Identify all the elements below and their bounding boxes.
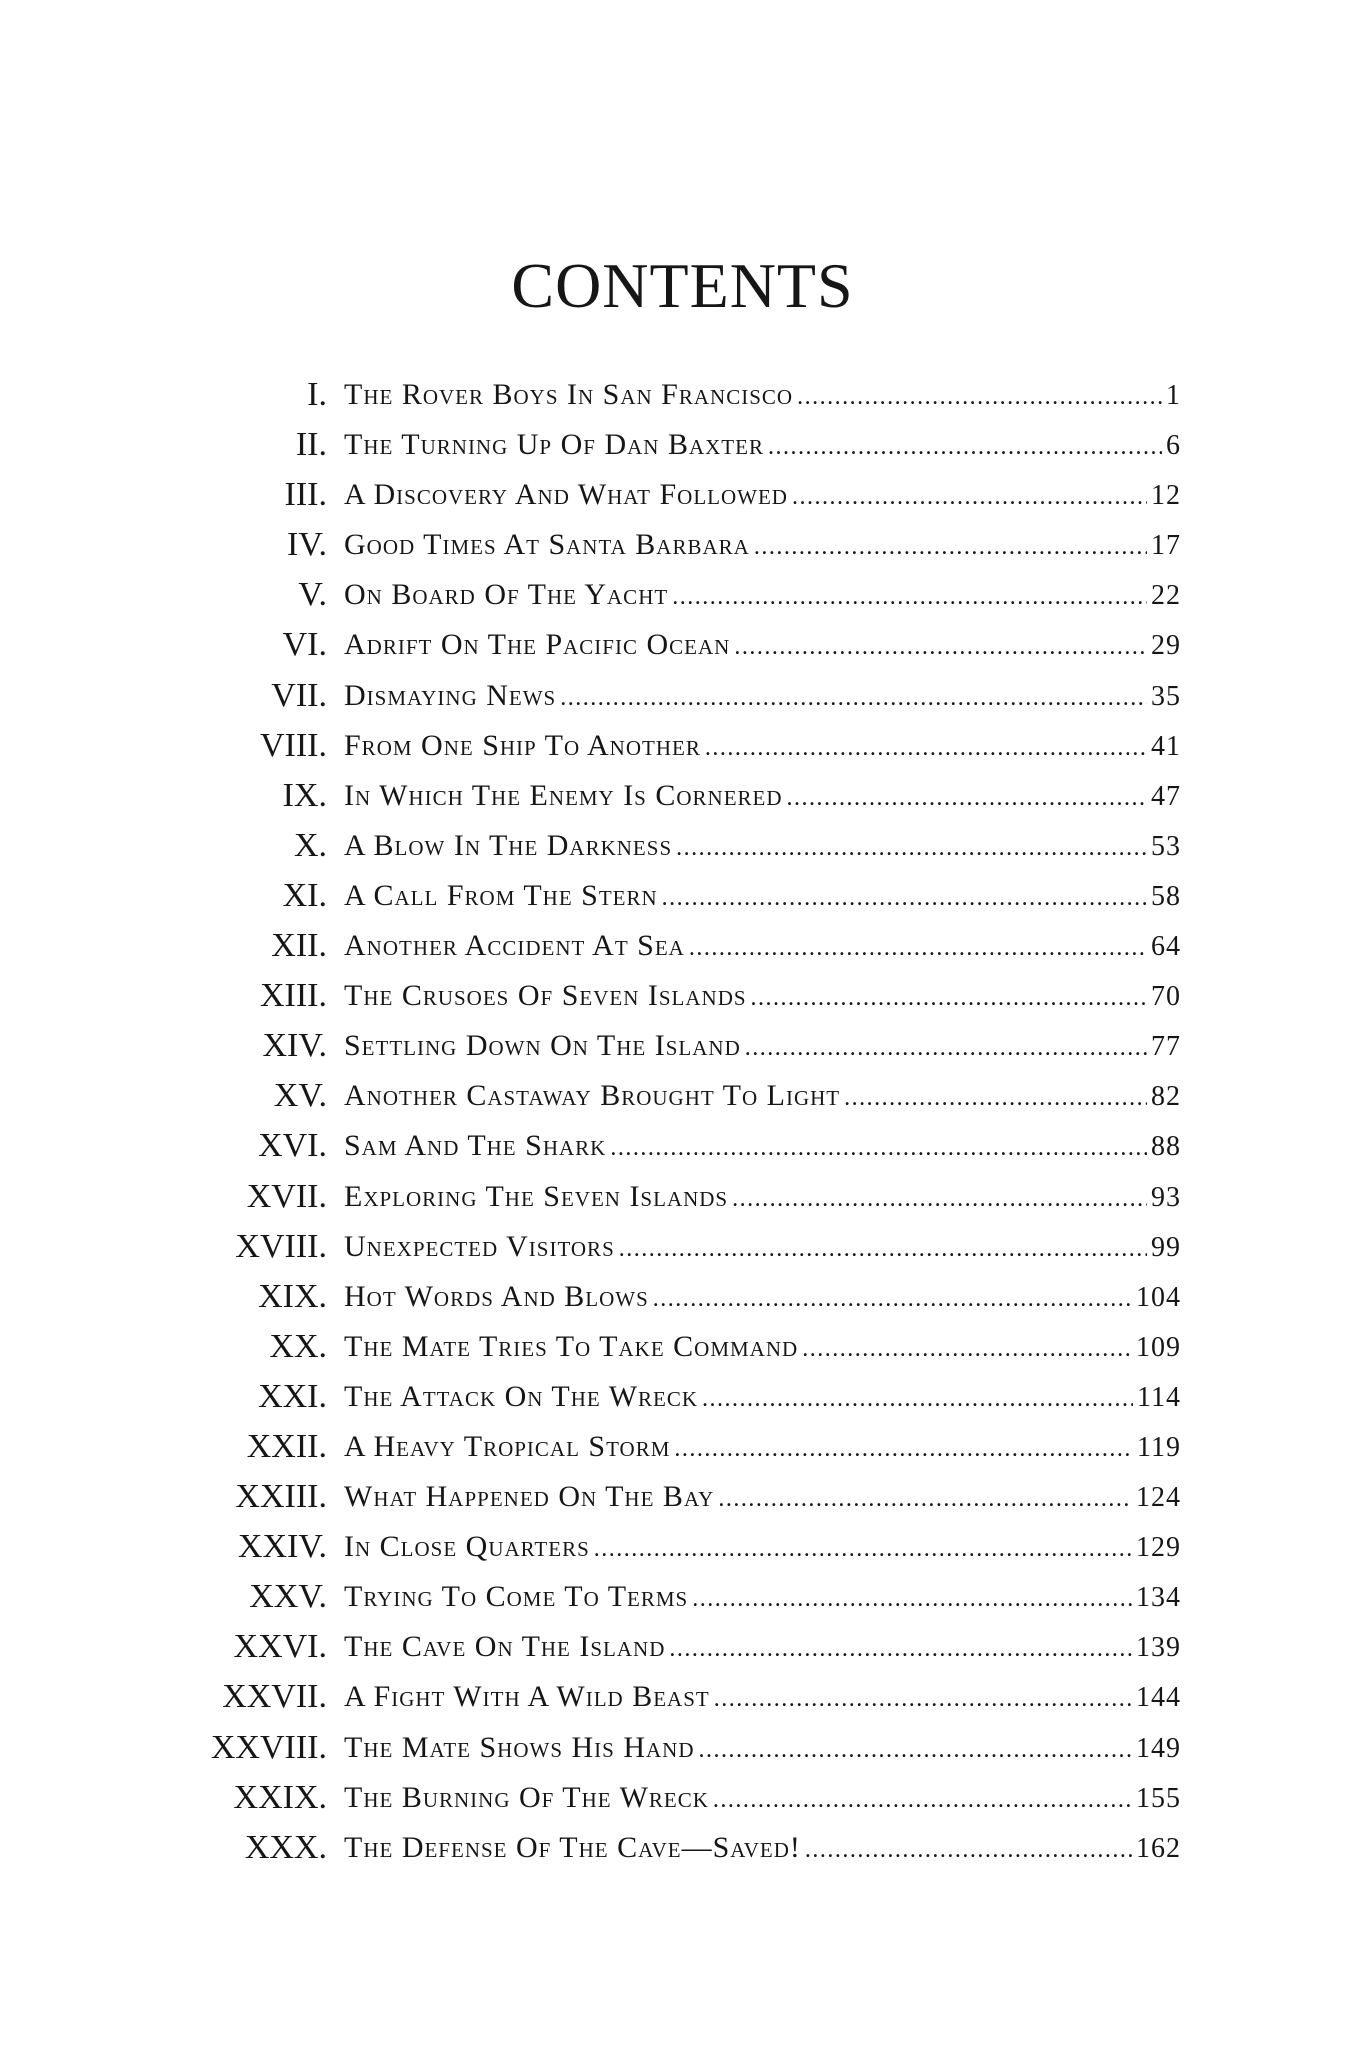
dot-leader: [689, 923, 1147, 973]
chapter-numeral: III.: [284, 476, 327, 514]
chapter-numeral: XXVII.: [222, 1678, 327, 1716]
chapter-page-number: 162: [1136, 1832, 1181, 1864]
chapter-entry: [344, 921, 1181, 973]
chapter-numeral: XIX.: [258, 1277, 327, 1315]
chapter-page-number: 22: [1151, 580, 1181, 612]
chapter-title: In Which The Enemy Is Cornered: [344, 778, 783, 812]
chapter-page-number: 77: [1151, 1031, 1181, 1063]
dot-leader: [619, 1224, 1147, 1274]
chapter-page-number: 29: [1151, 630, 1181, 662]
dot-leader: [669, 1624, 1132, 1674]
dot-leader: [714, 1674, 1132, 1724]
chapter-page-number: 139: [1136, 1632, 1181, 1664]
chapter-numeral: VIII.: [259, 726, 327, 764]
chapter-entry: [344, 1522, 1181, 1574]
chapter-page-number: 104: [1136, 1281, 1181, 1313]
chapter-title: From One Ship To Another: [344, 728, 701, 762]
chapter-entry: [344, 871, 1181, 923]
chapter-numeral: XIII.: [259, 977, 327, 1015]
chapter-numeral: XV.: [273, 1077, 327, 1115]
chapter-entry: [344, 1723, 1181, 1775]
chapter-entry: [344, 1121, 1181, 1173]
dot-leader: [699, 1725, 1132, 1775]
chapter-title: A Fight With A Wild Beast: [344, 1680, 710, 1714]
chapter-title: The Rover Boys In San Francisco: [344, 378, 794, 411]
chapter-page-number: 47: [1151, 780, 1181, 812]
chapter-entry: [344, 620, 1181, 672]
toc-entry: [0, 771, 1365, 821]
toc-entry: [0, 1572, 1365, 1622]
chapter-page-number: 124: [1136, 1482, 1181, 1514]
dot-leader: [754, 522, 1147, 572]
toc-entry: [0, 671, 1365, 721]
toc-entry: [0, 1622, 1365, 1672]
chapter-title: Trying To Come To Terms: [344, 1580, 689, 1614]
chapter-entry: [344, 1272, 1181, 1324]
chapter-entry: [344, 570, 1181, 622]
toc-entry: [0, 570, 1365, 620]
chapter-page-number: 35: [1151, 680, 1181, 712]
chapter-entry: [344, 1071, 1181, 1123]
chapter-entry: [344, 1222, 1181, 1274]
toc-entry: [0, 1272, 1365, 1322]
chapter-entry: [344, 1622, 1181, 1674]
chapter-page-number: 1: [1166, 380, 1181, 411]
chapter-title: A Call From The Stern: [344, 878, 658, 912]
chapter-entry: [344, 1472, 1181, 1524]
chapter-title: The Crusoes Of Seven Islands: [344, 979, 747, 1013]
chapter-title: The Attack On The Wreck: [344, 1379, 699, 1413]
chapter-page-number: 109: [1136, 1331, 1181, 1363]
chapter-title: Another Castaway Brought To Light: [344, 1079, 841, 1113]
chapter-page-number: 119: [1137, 1431, 1181, 1463]
chapter-numeral: XVI.: [258, 1127, 327, 1165]
dot-leader: [802, 1324, 1132, 1374]
chapter-numeral: XXVI.: [233, 1628, 327, 1666]
chapter-entry: [344, 771, 1181, 823]
chapter-numeral: XII.: [271, 927, 327, 965]
chapter-page-number: 88: [1151, 1131, 1181, 1163]
dot-leader: [745, 1023, 1147, 1073]
chapter-title: Good Times At Santa Barbara: [344, 528, 750, 562]
toc-entry: [0, 1021, 1365, 1071]
dot-leader: [702, 1374, 1133, 1424]
toc-entry: [0, 1372, 1365, 1422]
chapter-entry: [344, 420, 1181, 472]
chapter-title: A Heavy Tropical Storm: [344, 1429, 671, 1463]
dot-leader: [844, 1073, 1147, 1123]
chapter-page-number: 149: [1136, 1732, 1181, 1764]
toc-entry: [0, 1472, 1365, 1522]
dot-leader: [676, 823, 1147, 873]
chapter-entry: [344, 1823, 1181, 1875]
chapter-numeral: IX.: [282, 776, 327, 814]
chapter-entry: [344, 1372, 1181, 1424]
chapter-title: Sam And The Shark: [344, 1129, 607, 1163]
toc-entry: [0, 1422, 1365, 1472]
chapter-title: The Mate Tries To Take Command: [344, 1329, 799, 1363]
chapter-entry: [344, 721, 1181, 773]
chapter-title: What Happened On The Bay: [344, 1480, 715, 1514]
chapter-numeral: XXVIII.: [210, 1728, 327, 1766]
chapter-page-number: 58: [1151, 880, 1181, 912]
toc-entry: [0, 520, 1365, 570]
chapter-entry: [344, 1773, 1181, 1825]
chapter-title: The Burning Of The Wreck: [344, 1780, 709, 1814]
toc-entry: [0, 971, 1365, 1021]
toc-entry: [0, 721, 1365, 771]
chapter-title: Settling Down On The Island: [344, 1029, 741, 1063]
dot-leader: [768, 422, 1162, 472]
toc-entry: [0, 1823, 1365, 1873]
chapter-numeral: XXX.: [244, 1828, 327, 1866]
chapter-title: A Blow In The Darkness: [344, 828, 673, 862]
chapter-entry: [344, 1021, 1181, 1073]
chapter-page-number: 134: [1136, 1582, 1181, 1614]
chapter-numeral: XVIII.: [235, 1227, 327, 1265]
chapter-numeral: XI.: [282, 876, 327, 914]
chapter-entry: [344, 1572, 1181, 1624]
dot-leader: [653, 1274, 1132, 1324]
chapter-title: Unexpected Visitors: [344, 1229, 615, 1263]
chapter-page-number: 99: [1151, 1231, 1181, 1263]
chapter-entry: [344, 520, 1181, 572]
chapter-page-number: 6: [1166, 430, 1181, 462]
chapter-page-number: 17: [1151, 530, 1181, 562]
chapter-numeral: XIV.: [262, 1027, 327, 1065]
dot-leader: [610, 1123, 1147, 1173]
chapter-page-number: 155: [1136, 1782, 1181, 1814]
chapter-numeral: II.: [295, 426, 327, 464]
dot-leader: [672, 572, 1147, 622]
dot-leader: [718, 1474, 1132, 1524]
toc-entry: [0, 620, 1365, 670]
chapter-numeral: VII.: [271, 676, 327, 714]
toc-entry: [0, 1322, 1365, 1372]
toc-entry: [0, 871, 1365, 921]
dot-leader: [751, 973, 1147, 1023]
chapter-title: Adrift On The Pacific Ocean: [344, 628, 731, 662]
chapter-numeral: XVII.: [246, 1177, 327, 1215]
chapter-entry: [344, 370, 1181, 422]
chapter-numeral: V.: [298, 576, 327, 614]
chapter-title: Dismaying News: [344, 678, 557, 712]
dot-leader: [732, 1174, 1147, 1224]
chapter-entry: [344, 671, 1181, 723]
chapter-title: The Cave On The Island: [344, 1630, 666, 1664]
chapter-title: The Defense Of The Cave—Saved!: [344, 1830, 801, 1864]
dot-leader: [662, 873, 1147, 923]
dot-leader: [805, 1825, 1132, 1875]
toc-entry: [0, 420, 1365, 470]
chapter-entry: [344, 971, 1181, 1023]
chapter-title: The Turning Up Of Dan Baxter: [344, 428, 764, 462]
chapter-page-number: 114: [1137, 1381, 1181, 1413]
chapter-page-number: 53: [1151, 830, 1181, 862]
chapter-title: Exploring The Seven Islands: [344, 1179, 729, 1213]
dot-leader: [705, 723, 1147, 773]
chapter-page-number: 12: [1151, 480, 1181, 512]
chapter-numeral: IV.: [287, 526, 327, 564]
dot-leader: [734, 622, 1147, 672]
dot-leader: [792, 472, 1147, 522]
toc-entry: [0, 921, 1365, 971]
chapter-numeral: XX.: [269, 1327, 327, 1365]
chapter-entry: [344, 1172, 1181, 1224]
chapter-title: The Mate Shows His Hand: [344, 1730, 695, 1764]
dot-leader: [713, 1775, 1132, 1825]
chapter-title: Hot Words And Blows: [344, 1279, 649, 1313]
toc-entry: [0, 1723, 1365, 1773]
chapter-numeral: I.: [307, 376, 327, 413]
chapter-entry: [344, 821, 1181, 873]
dot-leader: [594, 1524, 1132, 1574]
chapter-title: A Discovery And What Followed: [344, 478, 788, 512]
chapter-title: In Close Quarters: [344, 1530, 590, 1564]
chapter-numeral: XXIX.: [233, 1778, 327, 1816]
chapter-entry: [344, 1672, 1181, 1724]
chapter-entry: [344, 1322, 1181, 1374]
toc-entry: [0, 370, 1365, 420]
chapter-page-number: 144: [1136, 1682, 1181, 1714]
toc-entry: [0, 1071, 1365, 1121]
chapter-page-number: 82: [1151, 1081, 1181, 1113]
chapter-page-number: 93: [1151, 1181, 1181, 1213]
chapter-page-number: 41: [1151, 730, 1181, 762]
toc-entry: [0, 1121, 1365, 1171]
dot-leader: [692, 1574, 1132, 1624]
chapter-entry: [344, 1422, 1181, 1474]
toc-entry: [0, 1773, 1365, 1823]
chapter-page-number: 64: [1151, 931, 1181, 963]
chapter-numeral: VI.: [282, 626, 327, 664]
chapter-entry: [344, 470, 1181, 522]
table-of-contents: [0, 370, 1365, 1873]
toc-entry: [0, 1522, 1365, 1572]
chapter-numeral: XXIII.: [235, 1478, 327, 1516]
chapter-numeral: X.: [293, 826, 327, 864]
chapter-numeral: XXV.: [249, 1578, 327, 1616]
chapter-numeral: XXI.: [258, 1377, 327, 1415]
toc-entry: [0, 470, 1365, 520]
chapter-title: Another Accident At Sea: [344, 929, 685, 963]
dot-leader: [560, 673, 1147, 723]
toc-entry: [0, 1222, 1365, 1272]
chapter-page-number: 129: [1136, 1532, 1181, 1564]
chapter-title: On Board Of The Yacht: [344, 578, 669, 612]
dot-leader: [787, 773, 1147, 823]
dot-leader: [797, 372, 1162, 422]
toc-entry: [0, 821, 1365, 871]
toc-entry: [0, 1672, 1365, 1722]
toc-entry: [0, 1172, 1365, 1222]
dot-leader: [674, 1424, 1133, 1474]
chapter-page-number: 70: [1151, 981, 1181, 1013]
chapter-numeral: XXIV.: [237, 1528, 327, 1566]
chapter-numeral: XXII.: [246, 1427, 327, 1465]
page-title: CONTENTS: [511, 250, 854, 321]
